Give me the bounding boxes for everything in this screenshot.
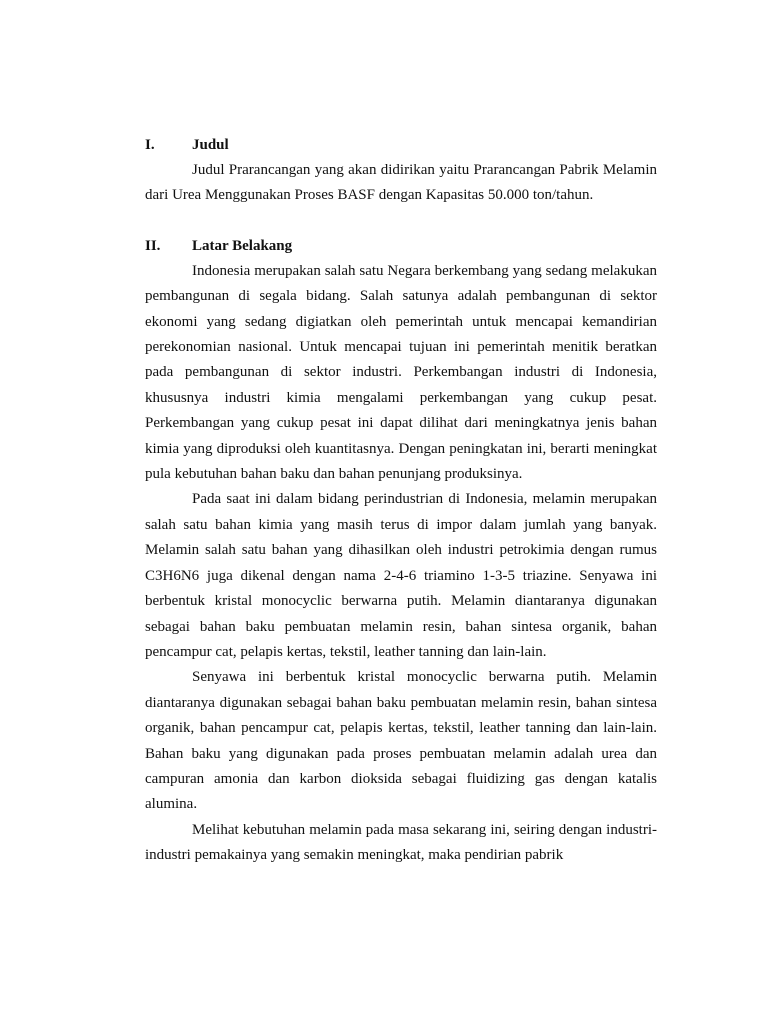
paragraph: Senyawa ini berbentuk kristal monocyclic berwarna putih. Melamin diantaranya digunakan sebagai bahan baku pembuatan melamin resin, bahan sintesa organik, bahan pencampur cat, pelapis kertas, tekstil, leather tanning dan lain-lain. Bahan baku yang digunakan pada proses pembuatan melamin adalah urea dan campuran amonia dan karbon dioksida sebagai fluidizing gas dengan katalis alumina. xyxy=(145,669,657,813)
section-spacer xyxy=(145,209,657,234)
section-number: I. xyxy=(145,137,155,153)
paragraph: Melihat kebutuhan melamin pada masa sekarang ini, seiring dengan industri-industri pemakainya yang semakin meningkat, maka pendirian pabrik xyxy=(145,821,657,864)
section-title: Judul xyxy=(192,137,229,153)
section-number: II. xyxy=(145,237,161,254)
paragraph: Indonesia merupakan salah satu Negara berkembang yang sedang melakukan pembangunan di segala bidang. Salah satunya adalah pembangunan di sektor ekonomi yang sedang digiatkan oleh pemerintah untuk mencapai kemandirian perekonomian nasional. Untuk mencapai tujuan ini pemerintah menitik beratkan pada pembangunan di sektor industri. Perkembangan industri di Indonesia, khususnya industri kimia mengalami perkembangan yang cukup pesat. Perkembangan yang cukup pesat ini dapat dilihat dari meningkatnya jenis bahan kimia yang diproduksi oleh kuantitasnya. Dengan peningkatan ini, berarti meningkat pula kebutuhan bahan baku dan bahan penunjang produksinya. xyxy=(145,262,657,483)
section-heading-judul xyxy=(145,133,657,158)
document-body xyxy=(145,133,657,869)
section-title: Latar Belakang xyxy=(192,237,293,254)
section-heading-latar-belakang xyxy=(145,234,657,259)
paragraph: Pada saat ini dalam bidang perindustrian di Indonesia, melamin merupakan salah satu bahan kimia yang masih terus di impor dalam jumlah yang banyak. Melamin salah satu bahan yang dihasilkan oleh industri petrokimia dengan rumus C3H6N6 juga dikenal dengan nama 2-4-6 triamino 1-3-5 triazine. Senyawa ini berbentuk kristal monocyclic berwarna putih. Melamin diantaranya digunakan sebagai bahan baku pembuatan melamin resin, bahan sintesa organik, bahan pencampur cat, pelapis kertas, tekstil, leather tanning dan lain-lain. xyxy=(145,491,657,660)
paragraph-judul: Judul Prarancangan yang akan didirikan yaitu Prarancangan Pabrik Melamin dari Urea Menggunakan Proses BASF dengan Kapasitas 50.000 ton/tahun. xyxy=(145,162,657,204)
